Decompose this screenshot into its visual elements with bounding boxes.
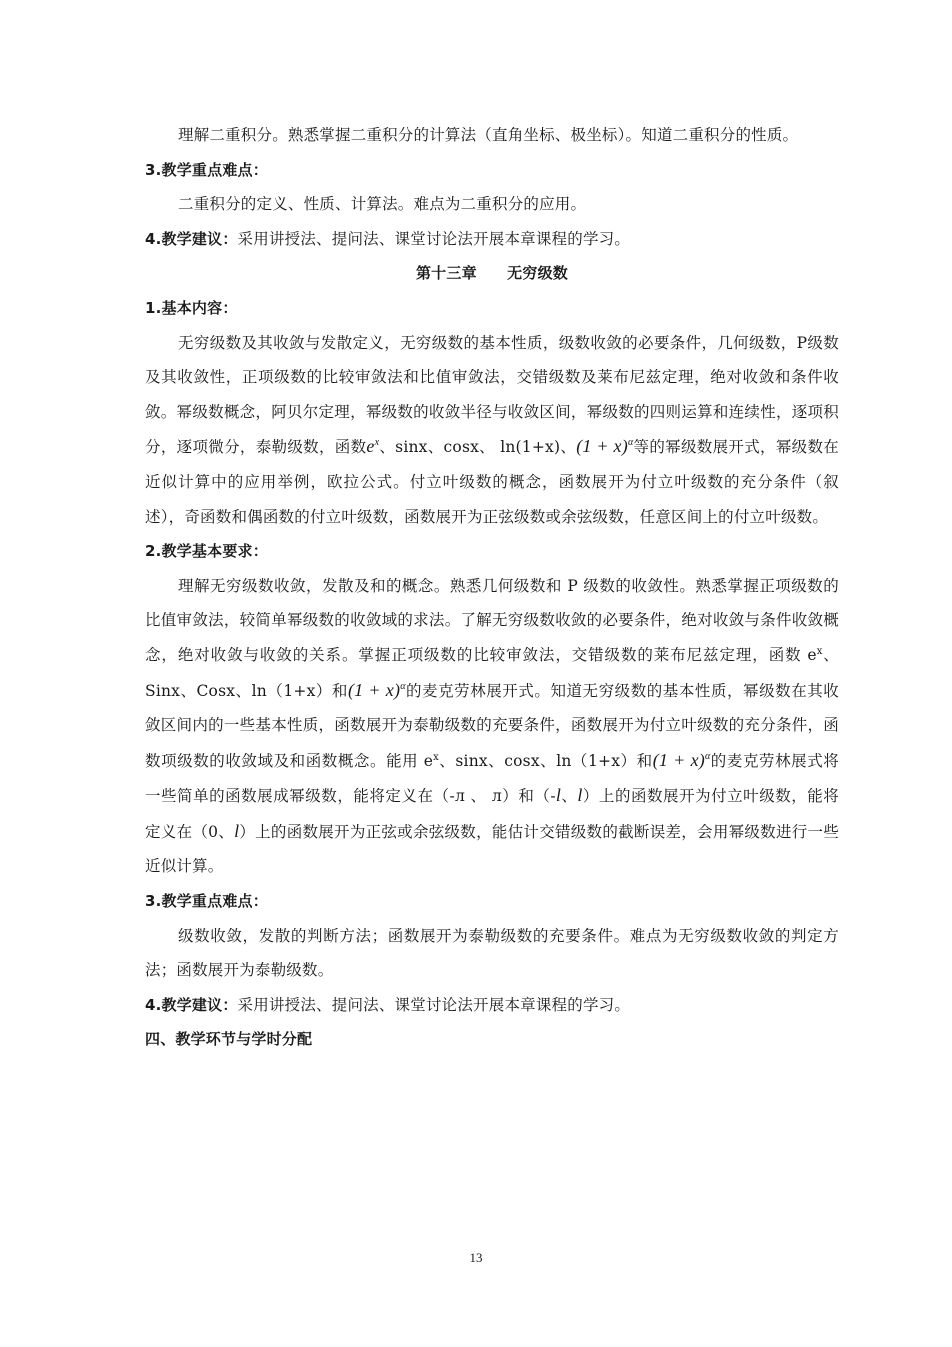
teaching-suggestions (145, 988, 839, 1023)
math-base: (1 + x) (652, 749, 705, 770)
text-part: 、sinx、cosx、ln（1+x）和 (438, 751, 653, 770)
math-base: (1 + x) (347, 679, 401, 700)
heading-text: 2.教学基本要求： (145, 542, 268, 561)
key-points-text (145, 919, 839, 988)
heading-text: 4.教学建议： (145, 995, 238, 1014)
heading-text: 4.教学建议： (145, 229, 238, 248)
prev-suggestions (145, 222, 839, 257)
heading-text: 3.教学重点难点： (145, 160, 268, 179)
math-sup: x (816, 645, 823, 657)
suggestions-text: 采用讲授法、提问法、课堂讨论法开展本章课程的学习。 (237, 229, 631, 248)
chapter-title-text: 第十三章 无穷级数 (415, 264, 568, 283)
heading-text: 1.基本内容： (145, 298, 238, 317)
requirements-text: 理解二重积分。熟悉掌握二重积分的计算法（直角坐标、极坐标）。知道二重积分的性质。 (178, 126, 799, 144)
section-four-heading (145, 1022, 839, 1057)
prev-key-points-heading (145, 153, 839, 188)
math-sup: α (400, 680, 406, 692)
text-part: 的麦克劳林展式将一些简单的函数展成幂级数，能将定义在（-л 、 л）和（- (145, 751, 840, 806)
basic-content-heading (145, 291, 839, 326)
page-content (145, 118, 839, 1057)
text-part: 理解无穷级数收敛，发散及和的概念。熟悉几何级数和 P 级数的收敛性。熟悉掌握正项级数的比值审敛法，较简单幂级数的收敛域的求法。了解无穷级数收敛的必要条件，绝对收敛与条件收敛概念，绝对收敛与收敛的关系。掌握正项级数的比较审敛法，交错级数的莱布尼兹定理，函数 e (145, 576, 839, 664)
math-e-x (366, 436, 379, 456)
text-part: 无穷级数及其收敛与发散定义，无穷级数的基本性质，级数收敛的必要条件，几何级数，P级数及其收敛性，正项级数的比较审敛法和比值审敛法，交错级数及莱布尼兹定理，绝对收敛和条件收敛。幂级数概念，阿贝尔定理，幂级数的收敛半径与收敛区间，幂级数的四则运算和连续性，逐项积分，逐项微分，泰勒级数，函数 (145, 333, 839, 457)
math-1-plus-x-alpha (653, 750, 711, 770)
text-part: ）上的函数展开为付立叶级数，能将定义在（0、 (145, 787, 840, 841)
math-base: e (366, 436, 375, 457)
math-sup: α (704, 750, 711, 762)
key-points-text: 级数收敛，发散的判断方法；函数展开为泰勒级数的充要条件。难点为无穷级数收敛的判定方法；函数展开为泰勒级数。 (145, 926, 839, 980)
basic-requirements-text (145, 569, 839, 884)
basic-requirements-heading (145, 534, 839, 569)
basic-content-text (145, 326, 839, 535)
key-points-heading (145, 884, 839, 919)
math-sup: α (627, 437, 634, 449)
heading-text: 3.教学重点难点： (145, 892, 268, 911)
chapter-title (145, 256, 839, 291)
math-base: (1 + x) (576, 436, 628, 457)
key-points-text: 二重积分的定义、性质、计算法。难点为二重积分的应用。 (178, 195, 587, 214)
math-sup: x (374, 437, 380, 449)
text-part: 的麦克劳林展开式。知道无穷级数的基本性质，幂级数在其收敛区间内的一些基本性质，函数展开为泰勒级数的充要条件，函数展开为付立叶级数的充分条件，函数项级数的收敛域及和函数概念。能用 e (145, 681, 839, 770)
text-part: 、 (561, 787, 578, 806)
math-sup: x (433, 751, 439, 763)
text-part: 等的幂级数展开式，幂级数在近似计算中的应用举例，欧拉公式。付立叶级数的概念，函数展开为付立叶级数的充分条件（叙述），奇函数和偶函数的付立叶级数，函数展开为正弦级数或余弦级数，任意区间上的付立叶级数。 (145, 438, 839, 526)
text-part: ）上的函数展开为正弦或余弦级数，能估计交错级数的截断误差，会用幂级数进行一些近似计算。 (145, 822, 839, 876)
text-part: 、sinx、cosx、 ln(1+x)、 (379, 438, 577, 457)
suggestions-text: 采用讲授法、提问法、课堂讨论法开展本章课程的学习。 (237, 995, 631, 1014)
section-heading-text: 四、教学环节与学时分配 (145, 1030, 313, 1049)
math-l: l (555, 785, 562, 806)
math-1-plus-x-alpha (348, 680, 406, 700)
math-l: l (577, 785, 583, 806)
math-l: l (234, 820, 240, 841)
page-number: 13 (469, 1250, 483, 1265)
prev-chapter-requirements (145, 118, 839, 153)
text-part: 、Sinx、Cosx、ln（1+x）和 (145, 645, 839, 700)
math-1-plus-x-alpha (576, 436, 633, 456)
prev-key-points-text (145, 187, 839, 222)
